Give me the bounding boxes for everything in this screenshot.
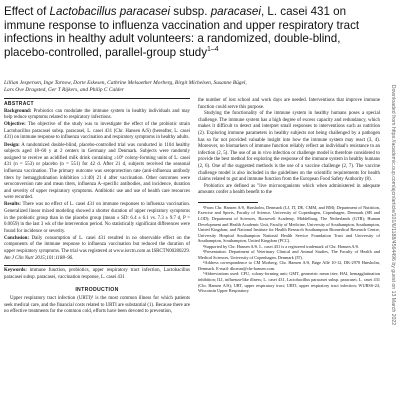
title-subspecies-name: paracasei [210, 5, 261, 18]
abstract-background [4, 109, 190, 122]
abstract-design-text: A randomized double-blind, placebo-controlled trial was conducted in 1104 healthy subjects aged 18–60 y at 2 centers in Germany and Denmark. Subjects were randomly assigned to receive an acidified milk drink containing ≥10⁹ colony-forming units of L. casei 431 (n = 553) or placebo (n = 551) for 42 d. After 21 d, subjects received the seasonal influenza vaccination. The primary outcome was seroprotection rate (anti-influenza antibody titers by hemagglutination inhibition ≥1:40) 21 d after vaccination. Other outcomes were seroconversion rate and mean titers, influenza A–specific antibodies, and incidence, duration and severity of upper respiratory symptoms. Antibiotic use and use of health care resources were recorded. [4, 142, 191, 201]
keywords-text: immune function, probiotics, upper respiratory tract infection, Lactobacillus paracasei subsp. paracasei, vaccination response, L. casei 431 [4, 268, 190, 280]
title-line1-mid: subsp. [170, 5, 211, 18]
authors-line2: Lars Ove Dragsted, Ger T Rijkers, and Philip C Calder [4, 87, 124, 94]
title-line1-post: , L. casei 431 on [260, 5, 347, 18]
footnote-affiliations: ¹From Chr. Hansen A/S, Hørsholm, Denmark (LJ, IT, DE, CMM, and BM); Department of Nutrition, Exercise and Sports, Faculty of Science, University of Copenhagen, Copenhagen, Denmark (SB and LOD); Department of Sciences, Roosevelt Academy, Middelburg, The Netherlands (GTR); Human Development and Health Academic Unit, Faculty of Medicine, University of Southampton, Southampton, United Kingdom; and National Institute for Health Research Southampton Biomedical Research Centre, University Hospital Southampton National Health Service Foundation Trust and University of Southampton, Southampton, United Kingdom (PCC). [198, 204, 380, 244]
footnote-funding: ²Supported by Chr. Hansen A/S. L. casei 431 is a registered trademark of Chr. Hansen A/S. [203, 243, 360, 249]
abstract-objective-text: The objective of the study was to investigate the effect of the probiotic strain Lactobacillus paracasei subsp. paracasei, L. casei 431 (Chr. Hansen A/S) (hereafter, L. casei 431) on immune response to influenza vaccination and respiratory symptoms in healthy adults. [4, 122, 190, 141]
abstract-conclusion-label: Conclusion: [4, 235, 30, 241]
title-line4: placebo-controlled, parallel-group study [4, 45, 208, 59]
download-watermark [389, 20, 397, 390]
introduction-heading: INTRODUCTION [75, 287, 119, 294]
body-paragraph-1: the number of lost school and work days are needed. Interventions that improve immune function could serve this purpose. [198, 98, 380, 110]
article-title [4, 5, 376, 59]
footnote-correspondence: ⁴Address correspondence to CM Morberg, Chr. Hansen A/S, Bøge Allé 10-12, DK-2970 Hørsholm, Denmark. E-mail: dkcmm@chr-hansen.com. [198, 260, 380, 271]
abstract-conclusion [4, 236, 190, 262]
body-paragraph-2: Studying the functionality of the immune system in healthy humans poses a special challenge. The immune system has a high degree of excess capacity and redundancy, which makes it difficult to detect and interpret small responses to interventions such as nutrition (2). Exploring immune parameters in healthy subjects not being challenged by a pathogen has so far not provided valuable insight into how the immune system may react (3, 4). Moreover, no biomarkers of immune function reliably reflect an individual's resistance to an infection (2, 5). The use of an in vivo infection or challenge model is therefore considered to provide the best method for exploring the response of the immune system in healthy humans (2, 6). One of the suggested methods is the use of a vaccine challenge (2, 7). The vaccine challenge model is also included in the guidelines on the scientific requirements for health claims related to gut and immune function from the European Food Safety Authority (8). [198, 111, 380, 183]
author-list [4, 80, 374, 95]
abstract-design [4, 143, 190, 202]
left-column [4, 98, 190, 316]
abstract-conclusion-text: Daily consumption of L. casei 431 resulted in no observable effect on the components of the immune response to influenza vaccination but reduced the duration of upper respiratory symptoms. The trial was registered at www.isrctn.com as ISRCTN00280229. [4, 235, 190, 255]
authors-line1: Lillian Jespersen, Inge Tarnow, Dorte Eskesen, Cathrine Melsaether Morberg, Birgit Michelsen, Susanne Bügel, [4, 80, 247, 86]
abstract-results-text: There was no effect of L. casei 431 on immune responses to influenza vaccination. Generalized linear mixed modeling showed a shorter duration of upper respiratory symptoms in the probiotic group than in the placebo group (mean ± SD: 6.4 ± 6.1 vs. 7.3 ± 9.7 d, P = 0.0059) in the last 3 wk of the intervention period. No statistically significant differences were found for incidence or severity. [4, 202, 190, 234]
abstract-design-label: Design: [4, 142, 20, 148]
download-watermark-text: Downloaded from https://academic.oup.com/ajcn/article/101/6/1188/4564496 by guest on 13 March 2022 [390, 84, 396, 326]
footnote-abbreviations: ⁵Abbreviations used: CFU, colony-forming unit; GMT, geometric mean titer; HAI, hemagglutination inhibition; ILI, influenza-like illness; L. casei 431, Lactobacillus paracasei subsp. paracasei, L. casei 431 (Chr. Hansen A/S); URT, upper respiratory tract; URTI, upper respiratory tract infection; WURSS-24, Wisconsin Upper Respiratory [198, 271, 380, 294]
title-line1-pre: Effect of [4, 5, 50, 18]
abstract-results [4, 202, 190, 235]
abstract-objective [4, 122, 190, 142]
keywords-label: Keywords: [4, 268, 27, 274]
abstract [4, 98, 190, 262]
title-line2: immune response to influenza vaccination and upper respiratory tract [4, 18, 360, 32]
footnote-presentation: ³Presentation: Department of Veterinary Clinical and Animal Studies, The Faculty of Health and Medical Sciences, University of Copenhagen, Denmark (IT). [198, 249, 380, 260]
body-paragraph-3: Probiotics are defined as "live microorganisms which when administered in adequate amounts confer a health benefit to the [198, 183, 380, 196]
right-column [198, 98, 380, 294]
abstract-citation: Am J Clin Nutr 2015;101:1188–96. [4, 255, 74, 261]
abstract-heading: ABSTRACT [4, 101, 34, 107]
abstract-objective-label: Objective: [4, 122, 26, 128]
abstract-results-label: Results: [4, 202, 21, 208]
footnote-divider [198, 202, 258, 203]
keywords [4, 265, 190, 281]
abstract-background-text: Probiotics can modulate the immune system in healthy individuals and may help reduce symptoms related to respiratory infections. [4, 108, 190, 121]
abstract-background-label: Background: [4, 108, 32, 114]
title-species-name: Lactobacillus paracasei [49, 5, 171, 18]
title-line3: infections in healthy adult volunteers: a randomized, double-blind, [4, 32, 341, 46]
title-footnote-marker: 1–4 [207, 45, 219, 53]
introduction-paragraph: Upper respiratory tract infection (URTI)⁵ is the most common illness for which patients seek medical care, and the financial costs related to URTI are substantial (1). Because there are no effective treatments for the common cold, efforts have been devoted to prevention, [4, 296, 190, 315]
